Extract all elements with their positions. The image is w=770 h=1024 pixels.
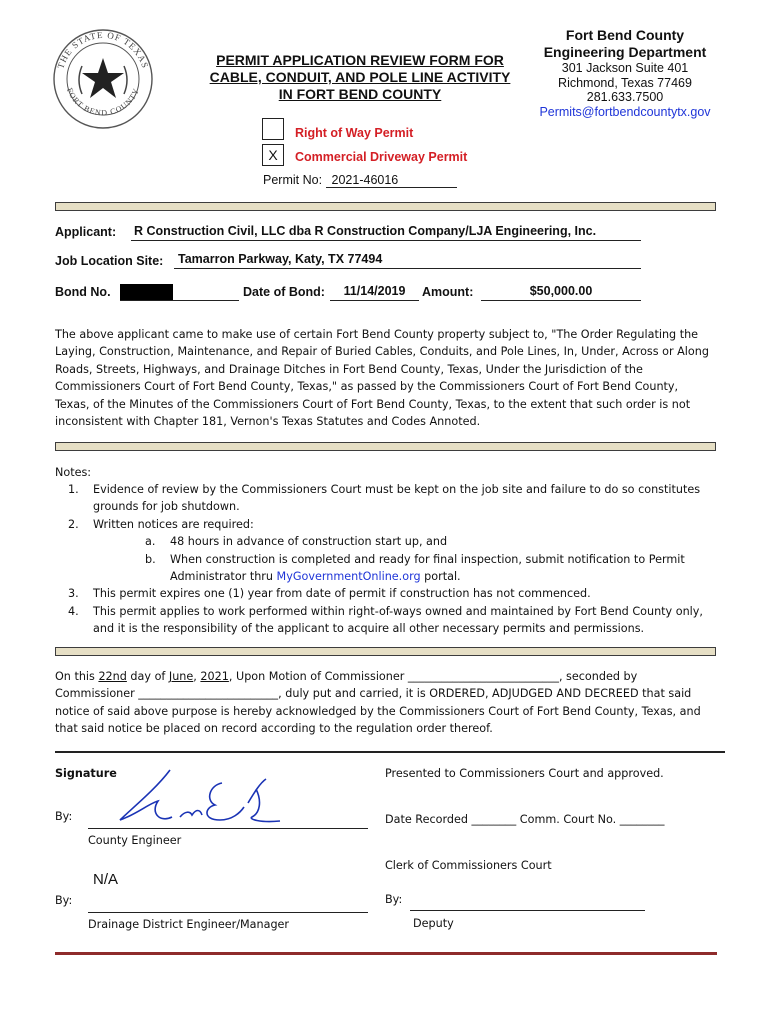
- commercial-driveway-label: Commercial Driveway Permit: [295, 150, 468, 164]
- note-4-number: 4.: [68, 605, 79, 618]
- order-day: 22nd: [98, 670, 127, 683]
- note-2b-letter: b.: [145, 553, 156, 566]
- order-line-4: that said notice be placed on record according to the regulation order thereof.: [55, 722, 493, 736]
- redacted-bond-number: [120, 284, 173, 300]
- date-of-bond-label: Date of Bond:: [243, 285, 325, 299]
- section-divider-bar: [55, 647, 716, 656]
- amount-value: $50,000.00: [481, 284, 641, 301]
- na-text: N/A: [93, 871, 119, 888]
- form-title: [190, 52, 530, 103]
- paragraph-line: Roads, Streets, Highways, and Drainage Ditches in Fort Bend County, Texas, Under the Jurisdiction of the: [55, 362, 643, 376]
- order-text: , Upon Motion of Commissioner ___________________________, seconded by: [228, 670, 638, 683]
- paragraph-line: inconsistent with Chapter 181, Vernon's Texas Statutes and Codes Annoted.: [55, 415, 481, 429]
- order-line-1: [55, 668, 725, 685]
- permit-number-row: [263, 173, 457, 188]
- note-1-line-1: Evidence of review by the Commissioners Court must be kept on the job site and failure to do so constitutes: [93, 483, 701, 496]
- date-recorded-text: Date Recorded ________ Comm. Court No. ________: [385, 813, 665, 826]
- paragraph-line: The above applicant came to make use of certain Fort Bend County property subject to, "The Order Regulating the: [55, 328, 699, 341]
- order-year: 2021: [200, 670, 229, 683]
- note-1: [93, 481, 723, 516]
- applicant-label: Applicant:: [55, 225, 117, 239]
- drainage-engineer-signature-line: [88, 912, 368, 913]
- deputy-signature-line: [410, 910, 645, 911]
- paragraph-line: Texas, of the Minutes of the Commissioners Court of Fort Bend County, Texas, to the extent that such order is not: [55, 397, 691, 411]
- note-2b-prefix: Administrator thru: [170, 570, 277, 584]
- bond-no-label: Bond No.: [55, 285, 111, 299]
- by-label-3: By:: [385, 893, 403, 906]
- county-seal: [52, 28, 154, 130]
- note-2b-line-1: When construction is completed and ready for final inspection, submit notification to Permit: [170, 553, 685, 566]
- phone-line: 281.633.7500: [586, 90, 664, 104]
- county-engineer-label: County Engineer: [88, 834, 182, 847]
- notes-section: [55, 464, 725, 481]
- signature-heading: Signature: [55, 767, 117, 780]
- order-text: ,: [193, 670, 201, 683]
- address-line-2: Richmond, Texas 77469: [558, 75, 692, 90]
- right-of-way-label: Right of Way Permit: [295, 126, 414, 140]
- deputy-label: Deputy: [413, 917, 454, 930]
- clerk-text: Clerk of Commissioners Court: [385, 859, 552, 872]
- order-line-2: Commissioner _________________________, duly put and carried, it is ORDERED, ADJUDGED AND DECREED that said: [55, 687, 692, 701]
- paragraph-line: Commissioners Court of Fort Bend County, Texas," as passed by the Commissioners Court of Fort Bend County,: [55, 380, 679, 394]
- job-location-value: Tamarron Parkway, Katy, TX 77494: [174, 252, 641, 269]
- note-1-line-2: grounds for job shutdown.: [93, 500, 240, 514]
- note-4: [93, 603, 723, 638]
- note-2-number: 2.: [68, 518, 79, 531]
- applicant-statement-paragraph: [55, 326, 725, 430]
- note-2b-line-2: [170, 568, 725, 585]
- by-label-2: By:: [55, 894, 73, 907]
- star-icon: [82, 58, 124, 98]
- amount-label: Amount:: [422, 285, 474, 299]
- date-of-bond-value: 11/14/2019: [330, 284, 419, 301]
- agency-contact-block: [530, 27, 720, 119]
- title-line-2: CABLE, CONDUIT, AND POLE LINE ACTIVITY: [209, 69, 511, 85]
- note-3-number: 3.: [68, 587, 79, 600]
- order-month: June: [168, 670, 194, 683]
- note-3: This permit expires one (1) year from date of permit if construction has not commenced.: [93, 587, 591, 600]
- bond-no-field: [120, 284, 239, 301]
- agency-name-line-1: Fort Bend County: [565, 27, 685, 43]
- notes-heading: Notes:: [55, 466, 92, 479]
- note-1-number: 1.: [68, 483, 79, 496]
- permit-number-label: Permit No:: [263, 173, 323, 187]
- job-location-label: Job Location Site:: [55, 254, 164, 268]
- court-order-paragraph: [55, 668, 725, 738]
- address-line-1: 301 Jackson Suite 401: [561, 61, 689, 75]
- by-label: By:: [55, 810, 73, 823]
- order-text: On this: [55, 670, 99, 683]
- svg-text:FORT BEND COUNTY: [65, 86, 141, 117]
- mygovernmentonline-link[interactable]: MyGovernmentOnline.org: [276, 570, 421, 584]
- presented-text: Presented to Commissioners Court and approved.: [385, 767, 664, 780]
- order-line-3: notice of said above purpose is hereby acknowledged by the Commissioners Court of Fort Bend County, Texas, and: [55, 704, 701, 718]
- seal-ring-bottom-text: FORT BEND COUNTY: [64, 86, 142, 118]
- note-4-line-1: This permit applies to work performed within right-of-ways owned and maintained by Fort Bend County only,: [93, 605, 703, 618]
- note-2b-suffix: portal.: [420, 570, 461, 584]
- order-text: day of: [126, 670, 169, 683]
- seal-ring-top-text: THE STATE OF TEXAS: [55, 29, 151, 70]
- county-engineer-signature-line: [88, 828, 368, 829]
- title-line-1: PERMIT APPLICATION REVIEW FORM FOR: [216, 52, 504, 68]
- note-4-line-2: and it is the responsibility of the applicant to acquire all other necessary permits and permissions.: [93, 622, 645, 636]
- handwritten-signature: [110, 765, 290, 835]
- drainage-engineer-label: Drainage District Engineer/Manager: [88, 918, 290, 931]
- agency-name-line-2: Engineering Department: [543, 44, 707, 60]
- paragraph-line: Laying, Construction, Maintenance, and Repair of Buried Cables, Conduits, and Pole Lines, In, Under, Across or Along: [55, 345, 709, 359]
- permit-number-value: 2021-46016: [326, 173, 457, 188]
- note-2a-letter: a.: [145, 535, 156, 548]
- email-link[interactable]: Permits@fortbendcountytx.gov: [539, 104, 711, 119]
- section-divider-bar: [55, 442, 716, 451]
- commercial-driveway-checkbox[interactable]: X: [262, 144, 284, 166]
- applicant-value: R Construction Civil, LLC dba R Construction Company/LJA Engineering, Inc.: [131, 224, 641, 241]
- note-2a: 48 hours in advance of construction start up, and: [170, 535, 448, 548]
- note-2b: [170, 551, 725, 586]
- section-rule: [55, 751, 725, 753]
- title-line-3: IN FORT BEND COUNTY: [278, 86, 442, 102]
- bottom-rule: [55, 952, 717, 955]
- note-2: Written notices are required:: [93, 518, 254, 531]
- section-divider-bar: [55, 202, 716, 211]
- right-of-way-checkbox[interactable]: [262, 118, 284, 140]
